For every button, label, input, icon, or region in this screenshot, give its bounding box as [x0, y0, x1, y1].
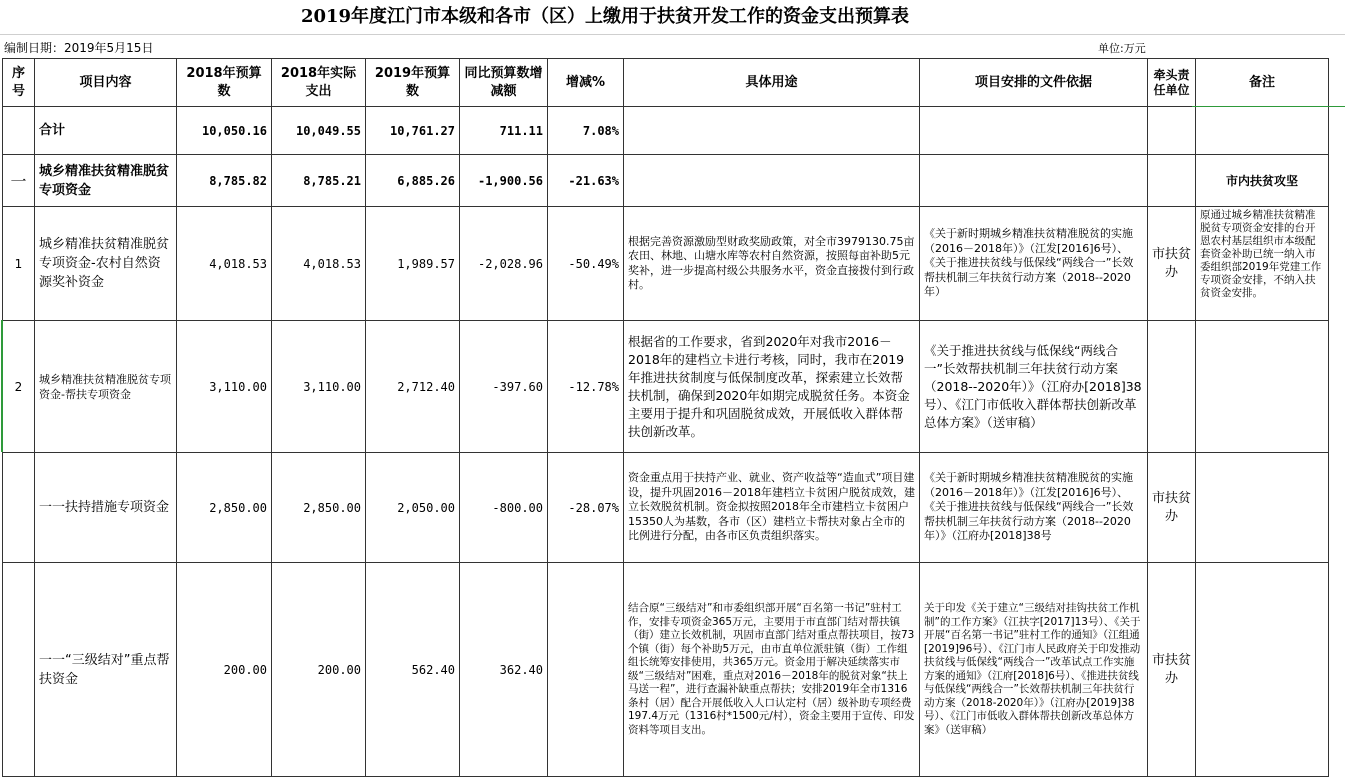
row-actual-2018: 8,785.21: [272, 155, 366, 207]
row-yoy-change: -1,900.56: [460, 155, 548, 207]
row-project: 一一扶持措施专项资金: [35, 453, 177, 563]
header-remark: 备注: [1196, 59, 1329, 107]
row-budget-2019: 2,050.00: [366, 453, 460, 563]
row-project: 合计: [35, 107, 177, 155]
table-row: [3, 107, 1329, 155]
row-budget-2018: 10,050.16: [177, 107, 272, 155]
page-title: 2019年度江门市本级和各市（区）上缴用于扶贫开发工作的资金支出预算表: [300, 6, 910, 27]
header-yoy-change: 同比预算数增减额: [460, 59, 548, 107]
row-lead-unit: 市扶贫办: [1148, 563, 1196, 777]
row-project: 城乡精准扶贫精准脱贫专项资金: [35, 155, 177, 207]
row-specific-use: 结合原“三级结对”和市委组织部开展“百名第一书记”驻村工作，安排专项资金365万元，主要用于市直部门结对帮扶镇（街）建立长效机制，巩固市直部门结对重点帮扶项目，按73个镇（街）每个补助5万元，由市直单位派驻镇（街）工作组组长统筹安排使用，共365万元。资金用于解决延续落实市级“三级结对”困难，重点对2016－2018年的脱贫对象“扶上马送一程”，进行查漏补缺重点帮扶；安排2019年全市1316条村（居）配合开展低收入人口认定村（居）级补助专项经费197.4万元（1316村*1500元/村），资金主要用于宣传、印发资料等项目支出。: [624, 563, 920, 777]
row-budget-2019: 10,761.27: [366, 107, 460, 155]
row-budget-2018: 200.00: [177, 563, 272, 777]
row-budget-2019: 1,989.57: [366, 207, 460, 321]
row-budget-2019: 6,885.26: [366, 155, 460, 207]
row-change-percent: -50.49%: [548, 207, 624, 321]
row-yoy-change: 362.40: [460, 563, 548, 777]
row-change-percent: [548, 563, 624, 777]
row-remark: [1196, 107, 1329, 155]
row-lead-unit: [1148, 155, 1196, 207]
header-seq: 序号: [3, 59, 35, 107]
row-document-basis: [920, 107, 1148, 155]
row-change-percent: -21.63%: [548, 155, 624, 207]
row-specific-use: 资金重点用于扶持产业、就业、资产收益等“造血式”项目建设，提升巩固2016－2018年建档立卡贫困户脱贫成效，建立长效脱贫机制。资金拟按照2018年全市建档立卡贫困户15350人为基数，各市（区）建档立卡帮扶对象占全市的比例进行分配，由各市区负责组织落实。: [624, 453, 920, 563]
date-label: 编制日期：2019年5月15日: [4, 41, 154, 55]
row-project: 一一“三级结对”重点帮扶资金: [35, 563, 177, 777]
header-document-basis: 项目安排的文件依据: [920, 59, 1148, 107]
row-specific-use: [624, 107, 920, 155]
unit-label: 单位:万元: [1098, 42, 1146, 55]
row-yoy-change: 711.11: [460, 107, 548, 155]
table-row: [3, 155, 1329, 207]
row-specific-use: [624, 155, 920, 207]
header-project: 项目内容: [35, 59, 177, 107]
row-remark: 市内扶贫攻坚: [1196, 155, 1329, 207]
row-document-basis: 《关于新时期城乡精准扶贫精准脱贫的实施（2016－2018年）》（江发[2016]6号）、《关于推进扶贫线与低保线“两线合一”长效帮扶机制三年扶贫行动方案（2018--2020年）: [920, 207, 1148, 321]
row-actual-2018: 3,110.00: [272, 321, 366, 453]
row-specific-use: 根据完善资源激励型财政奖励政策，对全市3979130.75亩农田、林地、山塘水库等农村自然资源，按照每亩补助5元奖补，进一步提高村级公共服务水平，资金直接拨付到行政村。: [624, 207, 920, 321]
row-actual-2018: 10,049.55: [272, 107, 366, 155]
table-row: [3, 207, 1329, 321]
row-seq: [3, 107, 35, 155]
row-budget-2018: 2,850.00: [177, 453, 272, 563]
row-yoy-change: -800.00: [460, 453, 548, 563]
row-yoy-change: -397.60: [460, 321, 548, 453]
row-document-basis: 关于印发《关于建立“三级结对挂钩扶贫工作机制”的工作方案》（江扶字[2017]13号）、《关于开展“百名第一书记”驻村工作的通知》（江组通[2019]96号）、《江门市人民政府关于印发推动扶贫线与低保线“两线合一”改革试点工作实施方案的通知》（江府[2018]6号）、《推进扶贫线与低保线“两线合一”长效帮扶机制三年扶贫行动方案（2018-2020年）》（江府办[2019]38号）、《江门市低收入群体帮扶创新改革总体方案》（送审稿）: [920, 563, 1148, 777]
header-row: [3, 59, 1329, 107]
table-row: [3, 453, 1329, 563]
row-document-basis: 《关于推进扶贫线与低保线“两线合一”长效帮扶机制三年扶贫行动方案（2018--2020年）》（江府办[2018]38号）、《江门市低收入群体帮扶创新改革总体方案》（送审稿）: [920, 321, 1148, 453]
row-budget-2018: 3,110.00: [177, 321, 272, 453]
row-remark: [1196, 563, 1329, 777]
header-specific-use: 具体用途: [624, 59, 920, 107]
row-lead-unit: [1148, 107, 1196, 155]
row-seq: 一: [3, 155, 35, 207]
row-seq: [3, 453, 35, 563]
table-row: [3, 321, 1329, 453]
row-lead-unit: [1148, 321, 1196, 453]
row-change-percent: -12.78%: [548, 321, 624, 453]
row-seq: 1: [3, 207, 35, 321]
row-budget-2019: 2,712.40: [366, 321, 460, 453]
selection-border: [1, 320, 3, 452]
header-actual-2018: 2018年实际支出: [272, 59, 366, 107]
row-lead-unit: 市扶贫办: [1148, 453, 1196, 563]
row-project: 城乡精准扶贫精准脱贫专项资金-帮扶专项资金: [35, 321, 177, 453]
row-actual-2018: 2,850.00: [272, 453, 366, 563]
budget-table: [2, 58, 1329, 777]
row-lead-unit: 市扶贫办: [1148, 207, 1196, 321]
header-change-percent: 增减%: [548, 59, 624, 107]
header-budget-2019: 2019年预算数: [366, 59, 460, 107]
row-budget-2018: 8,785.82: [177, 155, 272, 207]
row-change-percent: 7.08%: [548, 107, 624, 155]
row-project: 城乡精准扶贫精准脱贫专项资金-农村自然资源奖补资金: [35, 207, 177, 321]
row-change-percent: -28.07%: [548, 453, 624, 563]
row-budget-2019: 562.40: [366, 563, 460, 777]
header-lead-unit: 牵头责任单位: [1148, 59, 1196, 107]
row-actual-2018: 4,018.53: [272, 207, 366, 321]
row-yoy-change: -2,028.96: [460, 207, 548, 321]
row-document-basis: 《关于新时期城乡精准扶贫精准脱贫的实施（2016－2018年）》（江发[2016]6号）、《关于推进扶贫线与低保线“两线合一”长效帮扶机制三年扶贫行动方案（2018--2020年）》（江府办[2018]38号: [920, 453, 1148, 563]
row-remark: [1196, 453, 1329, 563]
row-seq: [3, 563, 35, 777]
row-budget-2018: 4,018.53: [177, 207, 272, 321]
row-seq: 2: [3, 321, 35, 453]
row-document-basis: [920, 155, 1148, 207]
title-separator: [0, 34, 1345, 35]
table-row: [3, 563, 1329, 777]
row-actual-2018: 200.00: [272, 563, 366, 777]
selection-border: [1192, 106, 1345, 107]
row-specific-use: 根据省的工作要求，省到2020年对我市2016－2018年的建档立卡进行考核，同时，我市在2019年推进扶贫制度与低保制度改革，探索建立长效帮扶机制，确保到2020年如期完成脱贫任务。本资金主要用于提升和巩固脱贫成效，开展低收入群体帮扶创新改革。: [624, 321, 920, 453]
row-remark: [1196, 321, 1329, 453]
header-budget-2018: 2018年预算数: [177, 59, 272, 107]
row-remark: 原通过城乡精准扶贫精准脱贫专项资金安排的台开恩农村基层组织市本级配套资金补助已统一纳入市委组织部2019年党建工作专项资金安排，不纳入扶贫资金安排。: [1196, 207, 1329, 321]
